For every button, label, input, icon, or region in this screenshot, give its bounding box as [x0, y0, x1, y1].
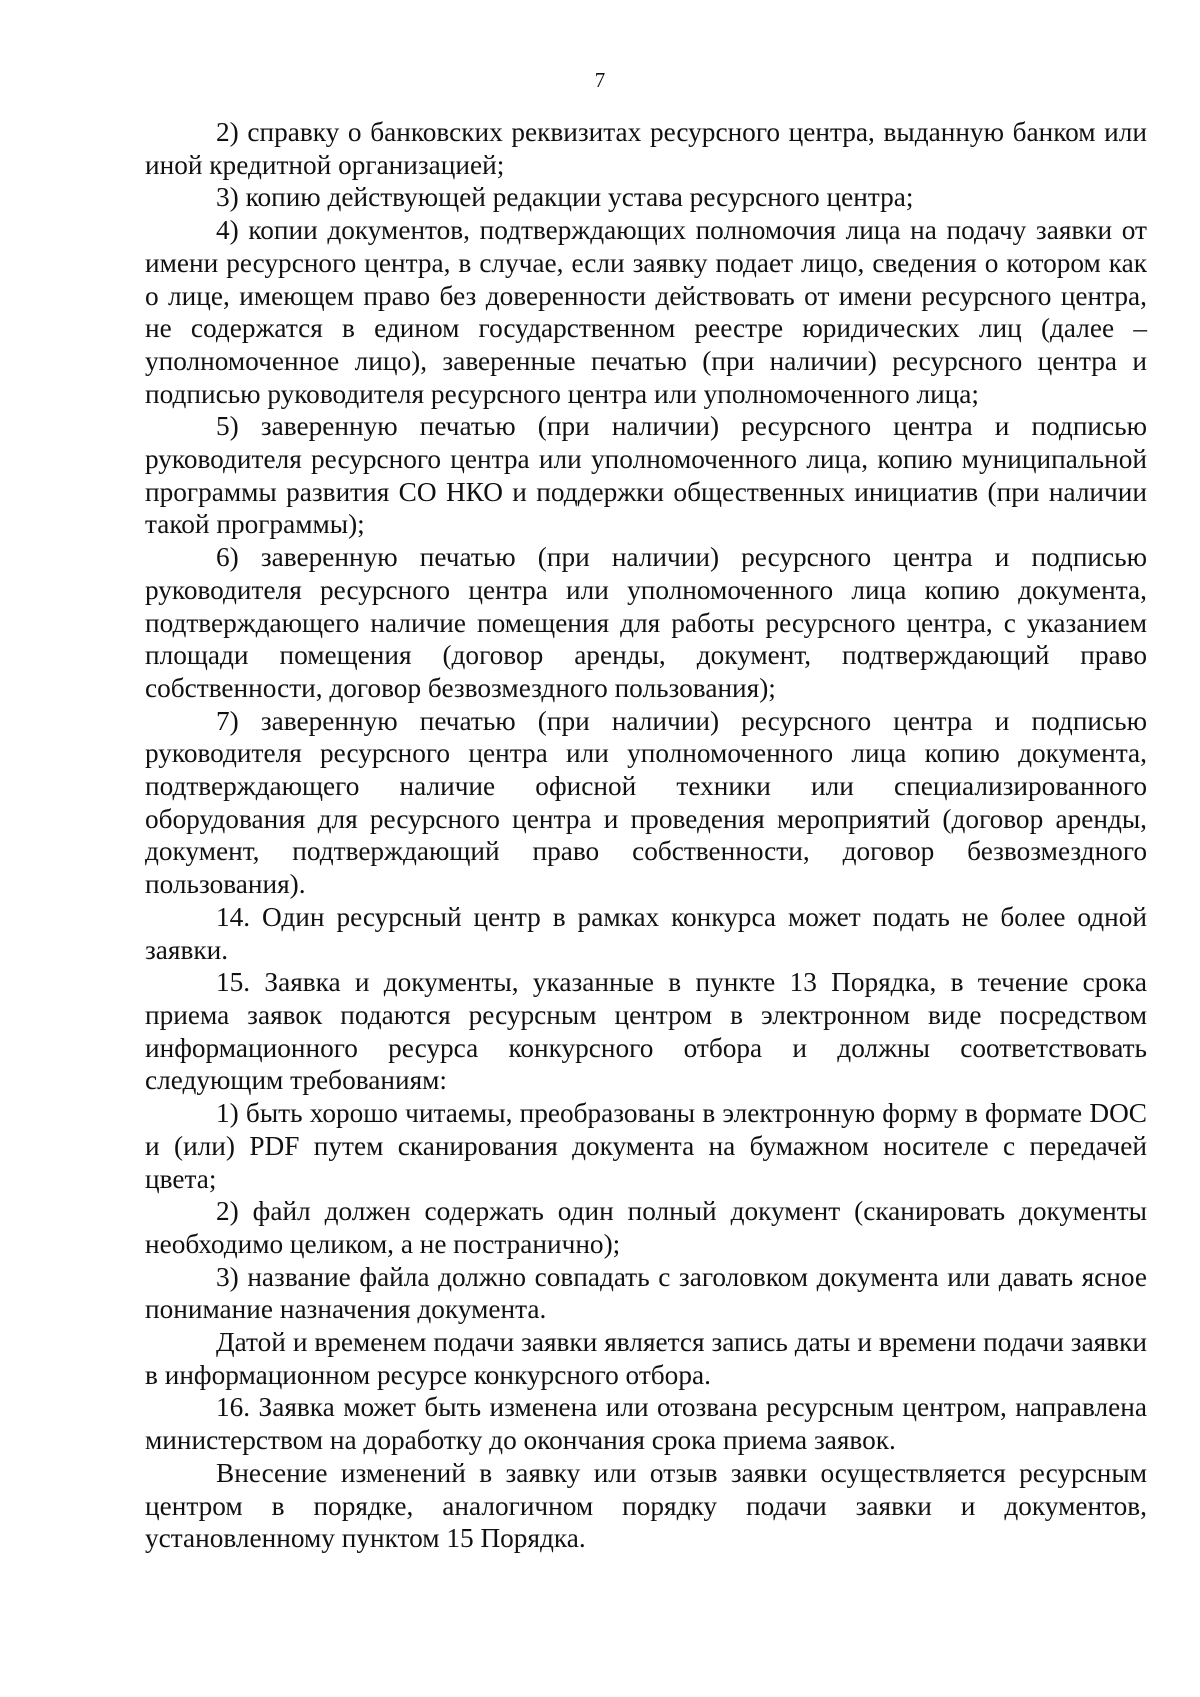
paragraph-requirement-2: 2) файл должен содержать один полный документ (сканировать документы необходимо целиком, а не постранично);: [145, 1196, 1147, 1259]
paragraph-requirement-3: 3) название файла должно совпадать с заголовком документа или давать ясное понимание назначения документа.: [145, 1261, 1147, 1325]
paragraph-item-6-premises: 6) заверенную печатью (при наличии) ресурсного центра и подписью руководителя ресурсного центра или уполномоченного лица копию документа, подтверждающего наличие помещения для работы ресурсного центра, с указанием площади помещения (договор аренды, документ, подтверждающий право собственности, договор безвозмездного пользования);: [145, 542, 1147, 703]
paragraph-item-5-municipal-program: 5) заверенную печатью (при наличии) ресурсного центра и подписью руководителя ресурсного центра или уполномоченного лица, копию муниципальной программы развития СО НКО и поддержки общественных инициатив (при наличии такой программы);: [145, 411, 1147, 540]
paragraph-submission-date: Датой и временем подачи заявки является запись даты и времени подачи заявки в информационном ресурсе конкурсного отбора.: [145, 1327, 1147, 1390]
page-body: [145, 116, 1147, 1555]
paragraph-item-3-charter-copy: 3) копию действующей редакции устава ресурсного центра;: [216, 182, 914, 213]
paragraph-clause-16: 16. Заявка может быть изменена или отозвана ресурсным центром, направлена министерством на доработку до окончания срока приема заявок.: [145, 1392, 1147, 1456]
paragraph-item-7-equipment: 7) заверенную печатью (при наличии) ресурсного центра и подписью руководителя ресурсного центра или уполномоченного лица копию документа, подтверждающего наличие офисной техники или специализированного оборудования для ресурсного центра и проведения мероприятий (договор аренды, документ, подтверждающий право собственности, договор безвозмездного пользования).: [145, 705, 1147, 900]
page-number: 7: [594, 68, 606, 92]
paragraph-item-4-authority-documents: 4) копии документов, подтверждающих полномочия лица на подачу заявки от имени ресурсного центра, в случае, если заявку подает лицо, сведения о котором как о лице, имеющем право без доверенности действовать от имени ресурсного центра, не содержатся в едином государственном реестре юридических лиц (далее – уполномоченное лицо), заверенные печатью (при наличии) ресурсного центра и подписью руководителя ресурсного центра или уполномоченного лица;: [145, 215, 1147, 409]
paragraph-clause-15: 15. Заявка и документы, указанные в пункте 13 Порядка, в течение срока приема заявок подаются ресурсным центром в электронном виде посредством информационного ресурса конкурсного отбора и должны соответствовать следующим требованиям:: [145, 967, 1147, 1096]
paragraph-clause-14: 14. Один ресурсный центр в рамках конкурса может подать не более одной заявки.: [145, 901, 1147, 965]
paragraph-changes-withdrawal: Внесение изменений в заявку или отзыв заявки осуществляется ресурсным центром в порядке, аналогичном порядку подачи заявки и документов, установленному пунктом 15 Порядка.: [145, 1457, 1147, 1554]
paragraph-requirement-1: 1) быть хорошо читаемы, преобразованы в электронную форму в формате DOC и (или) PDF путем сканирования документа на бумажном носителе с передачей цвета;: [145, 1098, 1147, 1194]
paragraph-item-2-bank-details: 2) справку о банковских реквизитах ресурсного центра, выданную банком или иной кредитной организацией;: [145, 117, 1147, 180]
